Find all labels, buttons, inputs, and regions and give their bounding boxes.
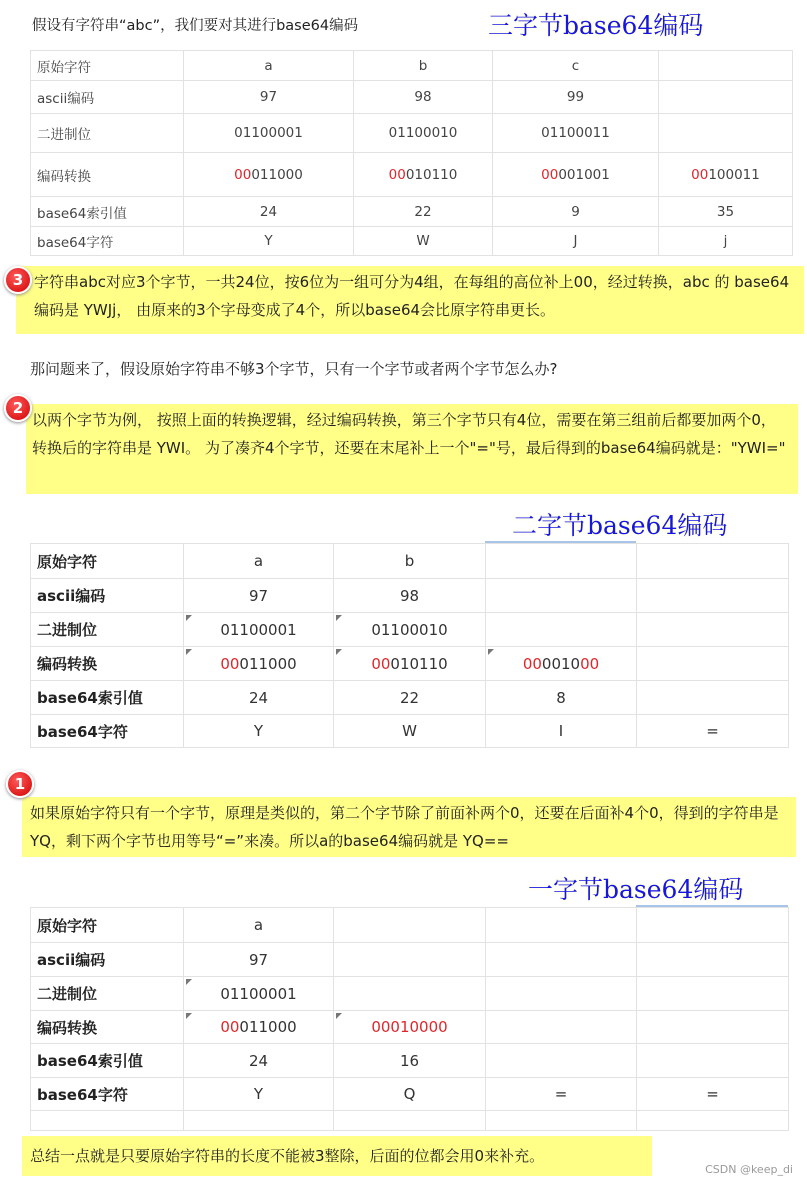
table-cell (334, 1078, 486, 1111)
table-cell (184, 544, 334, 579)
badge-3: 3 (4, 266, 32, 294)
row-label: 原始字符 (31, 908, 184, 943)
table-row (31, 943, 789, 977)
table-row (31, 197, 793, 227)
table-row (31, 81, 793, 114)
cell-text: 98 (399, 586, 420, 605)
cell-text: 01100001 (220, 984, 297, 1003)
padding-bits: 00 (388, 166, 406, 183)
table-cell (486, 1044, 637, 1078)
row-label (31, 1111, 184, 1131)
cell-text: 010110 (390, 654, 448, 673)
cell-text: a (253, 916, 264, 934)
cell-text: J (573, 233, 578, 249)
cell-text: 01100011 (541, 125, 610, 141)
cell-text: a (264, 57, 273, 74)
cell-text: 24 (248, 1051, 269, 1070)
table-cell (334, 681, 486, 715)
cell-text: c (571, 57, 580, 74)
table-row (31, 114, 793, 153)
table-cell (354, 114, 493, 153)
table-two-byte (30, 543, 789, 748)
table-cell (184, 227, 354, 256)
table-cell (184, 715, 334, 748)
row-label: 原始字符 (31, 51, 184, 81)
cell-text: 01100001 (234, 125, 303, 141)
table-cell (334, 715, 486, 748)
table-cell (659, 153, 793, 197)
row-label: 原始字符 (31, 544, 184, 579)
table-cell (184, 681, 334, 715)
table-cell (637, 613, 789, 647)
row-label: base64索引值 (31, 1044, 184, 1078)
cell-text: 97 (259, 89, 278, 105)
row-label: 编码转换 (31, 647, 184, 681)
row-label: ascii编码 (31, 81, 184, 114)
cell-text: 24 (259, 203, 278, 220)
note-one-byte: 如果原始字符只有一个字节，原理是类似的，第二个字节除了前面补两个0，还要在后面补4个0，得到的字符串是YQ，剩下两个字节也用等号“=”来凑。所以a的base64编码就是 YQ== (22, 797, 796, 857)
table-cell (637, 1111, 789, 1131)
cell-text: 9 (571, 203, 580, 220)
row-label: base64字符 (31, 715, 184, 748)
row-label: 编码转换 (31, 1011, 184, 1044)
table-cell (184, 51, 354, 81)
table-cell (184, 1111, 334, 1131)
table-cell (184, 81, 354, 114)
table-row (31, 681, 789, 715)
cell-text: 01100001 (220, 620, 297, 639)
cell-text: Y (253, 722, 264, 740)
table-cell (334, 579, 486, 613)
table-cell (184, 647, 334, 681)
table-cell (486, 1078, 637, 1111)
note-three-byte: 字符串abc对应3个字节，一共24位，按6位为一组可分为4组，在每组的高位补上00，经过转换，abc 的 base64 编码是 YWJj， 由原来的3个字母变成了4个，所以base64会比原字符串更长。 (16, 266, 804, 334)
table-cell (354, 153, 493, 197)
table-cell (659, 197, 793, 227)
padding-bits: 00 (220, 654, 240, 673)
padding-bits: 00 (691, 166, 709, 183)
padding-bits: 00 (371, 654, 391, 673)
cell-text: 01100010 (388, 125, 458, 141)
row-label: 二进制位 (31, 613, 184, 647)
table-cell (334, 977, 486, 1011)
cell-text: 16 (399, 1051, 420, 1070)
section-title-2byte: 二字节base64编码 (512, 511, 728, 540)
table-cell (659, 81, 793, 114)
table-cell (486, 1011, 637, 1044)
cell-text: = (706, 722, 719, 740)
table-cell (637, 579, 789, 613)
table-cell (637, 681, 789, 715)
cell-text: 22 (399, 688, 420, 707)
table-row (31, 153, 793, 197)
row-label: base64字符 (31, 1078, 184, 1111)
table-cell (637, 977, 789, 1011)
cell-text: 001001 (558, 166, 610, 183)
padding-bits: 00 (580, 654, 600, 673)
cell-text: Y (253, 1085, 264, 1103)
table-cell (493, 227, 659, 256)
table-cell (637, 1044, 789, 1078)
table-row (31, 908, 789, 943)
cell-text: b (404, 552, 415, 570)
table-cell (334, 613, 486, 647)
table-cell (184, 197, 354, 227)
cell-text: 100011 (708, 166, 760, 183)
cell-text: 24 (248, 688, 269, 707)
table-cell (493, 114, 659, 153)
table-cell (184, 579, 334, 613)
padding-bits: 00010000 (371, 1018, 448, 1036)
cell-text: 011000 (239, 654, 297, 673)
cell-text: 0010 (541, 654, 581, 673)
badge-1: 1 (6, 770, 34, 798)
table-cell (659, 114, 793, 153)
table-cell (486, 715, 637, 748)
table-three-byte (30, 50, 793, 256)
table-cell (486, 613, 637, 647)
table-row (31, 715, 789, 748)
cell-text: 8 (556, 688, 566, 707)
cell-text: 01100010 (371, 620, 448, 639)
cell-text: W (402, 722, 417, 740)
table-cell (486, 908, 637, 943)
padding-bits: 00 (541, 166, 559, 183)
cell-text: b (418, 57, 428, 74)
table-cell (334, 1044, 486, 1078)
padding-bits: 00 (220, 1018, 240, 1036)
table-row (31, 613, 789, 647)
table-cell (486, 544, 637, 579)
section-title-3byte: 三字节base64编码 (488, 11, 704, 40)
padding-bits: 00 (522, 654, 542, 673)
table-cell (493, 51, 659, 81)
row-label: base64字符 (31, 227, 184, 256)
row-label: 二进制位 (31, 977, 184, 1011)
summary-note: 总结一点就是只要原始字符串的长度不能被3整除，后面的位都会用0来补充。 (22, 1136, 652, 1176)
table-row (31, 1011, 789, 1044)
table-cell (334, 943, 486, 977)
row-label: base64索引值 (31, 197, 184, 227)
table-cell (184, 977, 334, 1011)
table-cell (334, 1111, 486, 1131)
table-cell (493, 197, 659, 227)
table-row (31, 1111, 789, 1131)
cell-text: 011000 (239, 1018, 297, 1036)
cell-text: Y (264, 233, 273, 249)
table-cell (637, 1011, 789, 1044)
note-two-byte: 以两个字节为例， 按照上面的转换逻辑，经过编码转换，第三个字节只有4位，需要在第三组前后都要加两个0，转换后的字符串是 YWI。 为了凑齐4个字节，还要在末尾补上一个"="号，最后得到的base64编码就是："YWI=" (26, 404, 798, 494)
cell-text: = (706, 1085, 719, 1103)
table-cell (637, 943, 789, 977)
table-cell (493, 153, 659, 197)
table-cell (659, 227, 793, 256)
section-title-1byte: 一字节base64编码 (528, 875, 744, 904)
table-cell (184, 114, 354, 153)
cell-text: 98 (414, 89, 432, 105)
row-label: ascii编码 (31, 943, 184, 977)
table-cell (354, 81, 493, 114)
table-cell (486, 977, 637, 1011)
table-cell (637, 647, 789, 681)
cell-text: j (723, 233, 728, 249)
table-row (31, 1044, 789, 1078)
row-label: base64索引值 (31, 681, 184, 715)
cell-text: I (558, 722, 564, 740)
question-text: 那问题来了，假设原始字符串不够3个字节，只有一个字节或者两个字节怎么办? (30, 360, 558, 378)
table-cell (486, 579, 637, 613)
table-cell (637, 544, 789, 579)
cell-text: 35 (716, 203, 735, 220)
cell-text: 97 (248, 950, 269, 969)
table-cell (659, 51, 793, 81)
cell-text: 22 (414, 203, 432, 220)
watermark: CSDN @keep_di (705, 1163, 793, 1176)
table-cell (486, 943, 637, 977)
table-cell (637, 1078, 789, 1111)
table-cell (354, 197, 493, 227)
cell-text: 99 (566, 89, 585, 105)
table-cell (486, 681, 637, 715)
table-cell (184, 1044, 334, 1078)
table-cell (334, 1011, 486, 1044)
cell-text: a (253, 552, 264, 570)
intro-text: 假设有字符串“abc”，我们要对其进行base64编码 (32, 18, 359, 34)
cell-text: 97 (248, 586, 269, 605)
table-cell (184, 153, 354, 197)
cell-text: 011000 (251, 166, 303, 183)
table-row (31, 544, 789, 579)
table-cell (637, 715, 789, 748)
row-label: 二进制位 (31, 114, 184, 153)
table-cell (354, 51, 493, 81)
table-cell (354, 227, 493, 256)
cell-text: = (554, 1085, 568, 1103)
cell-text: W (416, 233, 430, 249)
table-row (31, 647, 789, 681)
table-row (31, 579, 789, 613)
table-cell (184, 943, 334, 977)
table-cell (486, 647, 637, 681)
table-row (31, 1078, 789, 1111)
table-cell (493, 81, 659, 114)
table-cell (486, 1111, 637, 1131)
row-label: ascii编码 (31, 579, 184, 613)
table-cell (184, 1078, 334, 1111)
table-row (31, 977, 789, 1011)
cell-text: Q (403, 1085, 416, 1103)
table-cell (184, 908, 334, 943)
table-cell (184, 613, 334, 647)
table-cell (637, 908, 789, 943)
table-one-byte (30, 907, 789, 1131)
table-row (31, 51, 793, 81)
padding-bits: 00 (234, 166, 252, 183)
table-cell (334, 544, 486, 579)
table-row (31, 227, 793, 256)
cell-text: 010110 (405, 166, 458, 183)
row-label: 编码转换 (31, 153, 184, 197)
table-cell (184, 1011, 334, 1044)
table-cell (334, 908, 486, 943)
table-cell (334, 647, 486, 681)
badge-2: 2 (4, 394, 32, 422)
